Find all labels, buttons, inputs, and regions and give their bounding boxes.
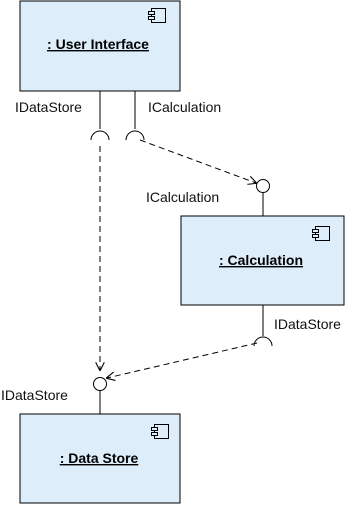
user-interface-component[interactable]	[20, 1, 180, 91]
calculation-required-interface-label: IDataStore	[274, 316, 341, 332]
ui-datastore-socket-icon	[91, 131, 109, 140]
calculation-component[interactable]	[181, 216, 344, 305]
component-icon	[152, 425, 169, 439]
data-store-component[interactable]	[20, 414, 180, 503]
dependency-calculation-to-datastore	[107, 343, 257, 378]
calculation-provided-lollipop-icon	[257, 180, 270, 193]
dependency-ui-to-calculation	[140, 140, 256, 183]
calculation-provided-interface-label: ICalculation	[146, 189, 220, 205]
ui-calculation-interface-label: ICalculation	[148, 99, 222, 115]
component-icon	[313, 227, 330, 241]
user-interface-title: : User Interface	[47, 36, 149, 52]
data-store-title: : Data Store	[59, 450, 139, 466]
datastore-provided-interface-label: IDataStore	[1, 387, 68, 403]
calculation-title: : Calculation	[218, 252, 304, 268]
calculation-datastore-socket-icon	[254, 337, 272, 346]
ui-calculation-socket-icon	[126, 131, 144, 140]
ui-datastore-interface-label: IDataStore	[15, 99, 82, 115]
component-icon	[149, 9, 166, 23]
datastore-provided-lollipop-icon	[94, 378, 107, 391]
